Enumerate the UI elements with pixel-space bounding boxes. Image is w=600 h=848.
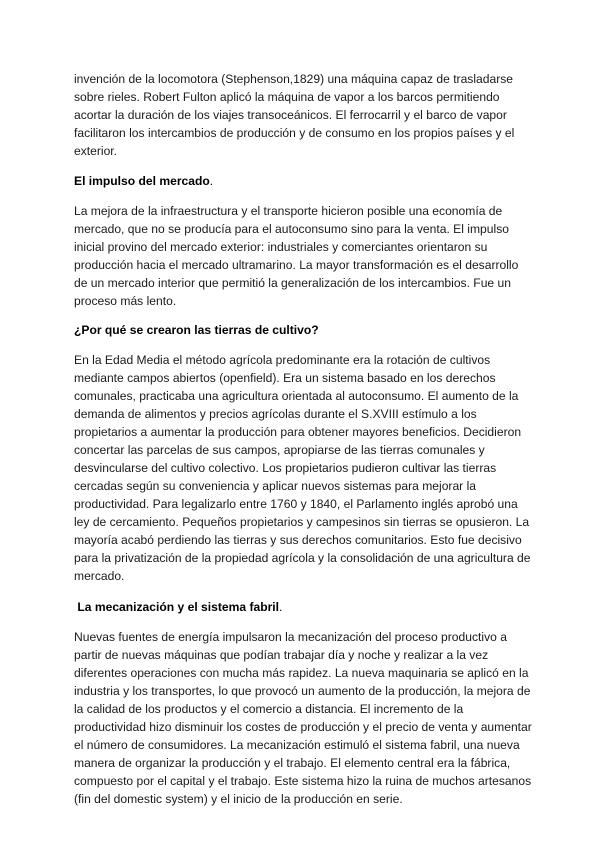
section-heading-text: ¿Por qué se crearon las tierras de cultivo? — [74, 323, 319, 337]
section-heading-suffix: . — [209, 174, 214, 188]
document-body — [74, 70, 532, 817]
section-heading-tierras — [74, 321, 532, 339]
section-heading-text: La mecanización y el sistema fabril — [74, 600, 280, 614]
paragraph-tierras: En la Edad Media el método agrícola predominante era la rotación de cultivos mediante campos abiertos (openfield). Era un sistema basado en los derechos comunales, practicaba una agricultura orientada al autoconsumo. El aumento de la demanda de alimentos y precios agrícolas durante el S.XVIII estímulo a los propietarios a aumentar la producción para obtener mayores beneficios. Decidieron concertar las parcelas de sus campos, apropiarse de las tierras comunales y desvincularse del cultivo colectivo. Los propietarios pudieron cultivar las tierras cercadas según su conveniencia y aplicar nuevos sistemas para mejorar la productividad. Para legalizarlo entre 1760 y 1840, el Parlamento inglés aprobó una ley de cercamiento. Pequeños propietarios y campesinos sin tierras se opusieron. La mayoría acabó perdiendo las tierras y sus derechos comunitarios. Esto fue decisivo para la privatización de la propiedad agrícola y la consolidación de una agricultura de mercado. — [74, 353, 531, 583]
paragraph-mercado: La mejora de la infraestructura y el transporte hicieron posible una economía de mercado, que no se producía para el autoconsumo sino para la venta. El impulso inicial provino del mercado exterior: industriales y comerciantes orientaron su producción hacia el mercado ultramarino. La mayor transformación es el desarrollo de un mercado interior que permitió la generalización de los intercambios. Fue un proceso más lento. — [74, 204, 519, 308]
paragraph-mecanizacion: Nuevas fuentes de energía impulsaron la mecanización del proceso productivo a partir de nuevas máquinas que podían trabajar día y noche y realizar a la vez diferentes operaciones con mucha más rapidez. La nueva maquinaria se aplicó en la industria y los transportes, lo que provocó un aumento de la producción, la mejora de la calidad de los productos y el comercio a distancia. El incremento de la productividad hizo disminuir los costes de producción y el precio de venta y aumentar el número de consumidores. La mecanización estimuló el sistema fabril, una nueva manera de organizar la producción y el trabajo. El elemento central era la fábrica, compuesto por el capital y el trabajo. Este sistema hizo la ruina de muchos artesanos (fin del domestic system) y el inicio de la producción en serie. — [74, 630, 532, 806]
section-heading-mercado — [74, 172, 532, 190]
section-heading-text: El impulso del mercado — [74, 174, 210, 188]
intro-paragraph: invención de la locomotora (Stephenson,1829) una máquina capaz de trasladarse sobre rieles. Robert Fulton aplicó la máquina de vapor a los barcos permitiendo acortar la duración de los viajes transoceánicos. El ferrocarril y el barco de vapor facilitaron los intercambios de producción y de consumo en los propios países y el exterior. — [74, 72, 515, 158]
section-heading-suffix: . — [279, 600, 283, 614]
section-heading-mecanizacion — [74, 598, 532, 616]
